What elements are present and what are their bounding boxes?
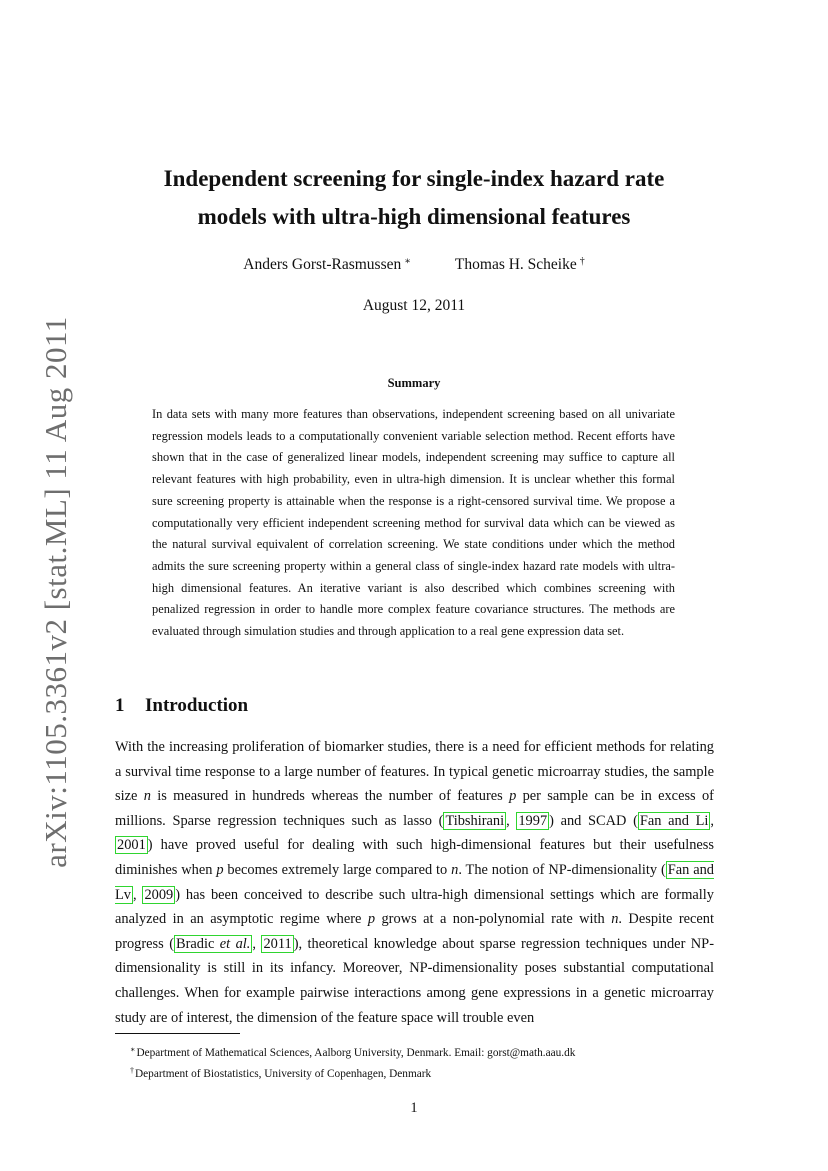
author-1-footnote-mark[interactable]: ∗ — [404, 256, 412, 267]
footnote-1-text: Department of Mathematical Sciences, Aalborg University, Denmark. Email: gorst@math.aau.dk — [136, 1047, 576, 1059]
text-run: ) and SCAD ( — [549, 812, 638, 829]
title-line-1: Independent screening for single-index hazard rate — [163, 166, 665, 191]
text-run: ), theoretical knowledge about sparse regression techniques under NP-dimensionality is still in its infancy. Moreover, NP-dimensionality poses substantial computational challenges. When for example pairwise interactions among gene expressions in a genetic microarray study are of interest, the dimension of the feature space will trouble even — [115, 935, 714, 1026]
citation-link-bradic-year[interactable]: 2011 — [263, 935, 292, 952]
section-title: Introduction — [145, 695, 249, 716]
citation-link-fan-li-year[interactable]: 2001 — [117, 837, 146, 854]
citation-link-fan-lv-year[interactable]: 2009 — [144, 886, 174, 903]
text-run: , — [133, 886, 143, 903]
text-run: . The notion of NP-dimensionality ( — [458, 861, 666, 878]
title-line-2: models with ultra-high dimensional features — [197, 204, 631, 229]
summary-text: In data sets with many more features than observations, independent screening based on all univariate regression models leads to a computationally convenient variable selection method. Recent efforts have shown that in the case of generalized linear models, independent screening may suffice to capture all relevant features with high probability, even in ultra-high dimension. It is unclear whether this formal sure screening property is attainable when the response is a right-censored survival time. We propose a computationally very efficient independent screening method for survival data which can be viewed as the natural survival equivalent of correlation screening. We state conditions under which the method admits the sure screening property within a general class of single-index hazard rate models with ultra-high dimensional features. An iterative variant is also described which combines screening with penalized regression in order to handle more complex feature covariance structures. The methods are evaluated through simulation studies and through application to a real gene expression data set. — [152, 407, 675, 639]
citation-link-bradic[interactable] — [174, 935, 252, 953]
paper-title — [0, 160, 828, 236]
author-2 — [455, 256, 585, 274]
summary-heading: Summary — [387, 376, 441, 390]
text-run: grows at a non-polynomial rate with — [375, 911, 612, 928]
footnote-2 — [130, 1062, 714, 1083]
footnote-1 — [130, 1041, 714, 1062]
math-variable-n: n — [143, 788, 151, 805]
footnotes — [130, 1041, 714, 1083]
footnote-1-mark: ∗ — [130, 1045, 136, 1054]
footnote-2-text: Department of Biostatistics, University of Copenhagen, Denmark — [135, 1068, 432, 1080]
citation-link-fan-lv[interactable]: Fan and Lv — [115, 861, 714, 903]
text-run: . Despite recent progress ( — [115, 911, 714, 952]
math-variable-p: p — [367, 911, 376, 928]
math-variable-p: p — [509, 788, 517, 805]
author-2-name: Thomas H. Scheike — [454, 256, 577, 273]
text-run: ) have proved useful for dealing with such high-dimensional features but their usefulness diminishes when — [115, 837, 714, 878]
text-run: is measured in hundreds whereas the number of features — [150, 788, 510, 805]
math-variable-p: p — [216, 861, 224, 878]
citation-link-tibshirani-year[interactable]: 1997 — [518, 812, 548, 829]
arxiv-identifier: arXiv:1105.3361v2 [stat.ML] 11 Aug 2011 — [38, 316, 73, 868]
text-run: , — [252, 935, 262, 952]
citation-author: Bradic — [175, 935, 220, 952]
author-2-footnote-mark[interactable]: † — [579, 256, 585, 267]
citation-link-fan-li[interactable]: Fan and Li — [639, 812, 709, 829]
section-number: 1 — [115, 695, 125, 716]
text-run: per sample can be in excess of millions. Sparse regression techniques such as lasso ( — [115, 788, 714, 829]
math-variable-n: n — [451, 861, 459, 878]
footnote-2-mark: † — [130, 1066, 134, 1075]
author-1 — [243, 256, 411, 274]
page-number: 1 — [410, 1100, 418, 1116]
author-1-name: Anders Gorst-Rasmussen — [243, 256, 402, 273]
paper-date: August 12, 2011 — [362, 297, 466, 314]
math-variable-n: n — [611, 911, 619, 928]
text-run: , — [710, 812, 714, 829]
citation-et-al: et al. — [219, 935, 251, 952]
text-run: becomes extremely large compared to — [223, 861, 452, 878]
section-heading-introduction — [115, 695, 248, 717]
author-list — [0, 256, 828, 274]
text-run: ) has been conceived to describe such ultra-high dimensional settings which are formally analyzed in an asymptotic regime where — [115, 886, 714, 928]
text-run: , — [506, 812, 517, 829]
footnote-divider — [115, 1033, 240, 1034]
text-run: With the increasing proliferation of biomarker studies, there is a need for efficient methods for relating a survival time response to a large number of features. In typical genetic microarray studies, the sample size — [115, 739, 714, 805]
citation-link-tibshirani[interactable]: Tibshirani — [445, 812, 505, 829]
introduction-paragraph — [115, 735, 714, 1030]
